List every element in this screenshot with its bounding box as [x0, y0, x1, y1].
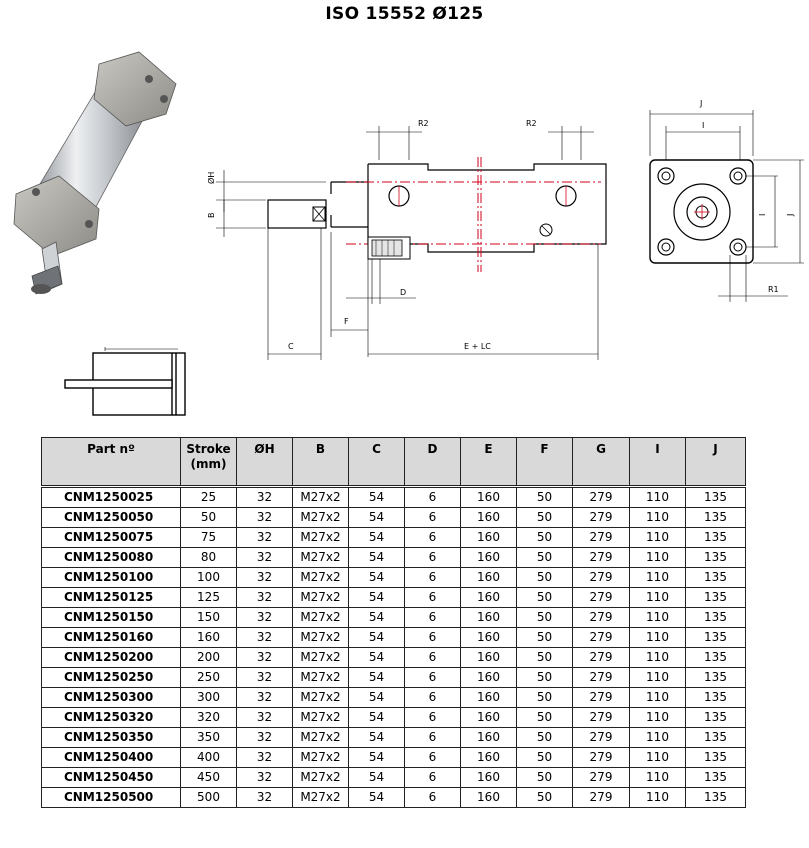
table-cell: M27x2 — [293, 788, 349, 808]
table-cell: 54 — [349, 508, 405, 528]
table-cell: M27x2 — [293, 748, 349, 768]
table-row — [42, 708, 746, 728]
cell-part-number: CNM1250200 — [42, 648, 181, 668]
header-c: C — [349, 438, 405, 486]
table-cell: M27x2 — [293, 508, 349, 528]
table-cell: 50 — [517, 668, 573, 688]
header-i: I — [630, 438, 686, 486]
table-cell: 32 — [237, 748, 293, 768]
table-row — [42, 768, 746, 788]
table-cell: 50 — [517, 608, 573, 628]
table-cell: 6 — [405, 548, 461, 568]
table-cell: 54 — [349, 528, 405, 548]
table-cell: 25 — [181, 488, 237, 508]
table-row — [42, 668, 746, 688]
table-cell: 110 — [630, 608, 686, 628]
table-cell: 135 — [686, 748, 746, 768]
table-cell: 135 — [686, 688, 746, 708]
table-cell: 110 — [630, 628, 686, 648]
table-cell: 6 — [405, 628, 461, 648]
table-cell: 125 — [181, 588, 237, 608]
table-cell: 250 — [181, 668, 237, 688]
end-view-drawing — [628, 92, 808, 302]
table-cell: 160 — [461, 748, 517, 768]
table-cell: M27x2 — [293, 528, 349, 548]
table-cell: 160 — [461, 708, 517, 728]
table-cell: 32 — [237, 608, 293, 628]
cell-part-number: CNM1250160 — [42, 628, 181, 648]
table-cell: 279 — [573, 788, 630, 808]
table-cell: M27x2 — [293, 668, 349, 688]
table-cell: 50 — [517, 748, 573, 768]
table-cell: M27x2 — [293, 568, 349, 588]
table-cell: 160 — [461, 668, 517, 688]
table-cell: 6 — [405, 608, 461, 628]
table-cell: 50 — [517, 728, 573, 748]
table-header-row — [42, 438, 746, 486]
table-cell: 32 — [237, 588, 293, 608]
table-cell: 6 — [405, 788, 461, 808]
table-cell: 160 — [461, 588, 517, 608]
table-cell: 279 — [573, 548, 630, 568]
table-cell: 110 — [630, 688, 686, 708]
table-cell: 135 — [686, 488, 746, 508]
label-d: D — [400, 288, 407, 297]
cell-part-number: CNM1250150 — [42, 608, 181, 628]
cell-part-number: CNM1250250 — [42, 668, 181, 688]
table-cell: 32 — [237, 508, 293, 528]
table-cell: 400 — [181, 748, 237, 768]
table-cell: 160 — [461, 548, 517, 568]
table-cell: M27x2 — [293, 488, 349, 508]
label-b: B — [207, 212, 216, 218]
table-cell: M27x2 — [293, 548, 349, 568]
header-stroke: Stroke (mm) — [181, 438, 237, 486]
header-j: J — [686, 438, 746, 486]
table-cell: 50 — [517, 648, 573, 668]
table-cell: 110 — [630, 708, 686, 728]
table-cell: 160 — [461, 768, 517, 788]
table-cell: 32 — [237, 708, 293, 728]
table-cell: 54 — [349, 708, 405, 728]
table-cell: M27x2 — [293, 728, 349, 748]
table-cell: 135 — [686, 528, 746, 548]
table-cell: 54 — [349, 648, 405, 668]
header-d: D — [405, 438, 461, 486]
table-cell: 54 — [349, 768, 405, 788]
table-cell: 279 — [573, 508, 630, 528]
table-cell: 110 — [630, 748, 686, 768]
table-cell: 160 — [181, 628, 237, 648]
table-cell: 135 — [686, 508, 746, 528]
cell-part-number: CNM1250500 — [42, 788, 181, 808]
table-cell: 54 — [349, 568, 405, 588]
table-cell: 279 — [573, 608, 630, 628]
table-cell: 50 — [517, 528, 573, 548]
table-cell: 32 — [237, 628, 293, 648]
table-cell: 50 — [517, 708, 573, 728]
table-cell: 279 — [573, 768, 630, 788]
table-cell: 6 — [405, 768, 461, 788]
table-cell: 6 — [405, 588, 461, 608]
table-cell: 50 — [517, 548, 573, 568]
table-cell: 279 — [573, 588, 630, 608]
table-cell: 32 — [237, 568, 293, 588]
table-cell: 110 — [630, 528, 686, 548]
table-cell: M27x2 — [293, 688, 349, 708]
table-cell: 50 — [517, 488, 573, 508]
cylinder-symbol — [60, 345, 190, 420]
table-cell: M27x2 — [293, 588, 349, 608]
table-cell: 6 — [405, 488, 461, 508]
table-cell: 6 — [405, 528, 461, 548]
table-cell: 32 — [237, 648, 293, 668]
table-cell: 450 — [181, 768, 237, 788]
table-cell: 500 — [181, 788, 237, 808]
table-cell: 279 — [573, 748, 630, 768]
header-part: Part nº — [42, 438, 181, 486]
table-cell: 50 — [517, 788, 573, 808]
table-cell: 54 — [349, 728, 405, 748]
label-h: ØH — [207, 171, 216, 184]
cell-part-number: CNM1250080 — [42, 548, 181, 568]
table-cell: 54 — [349, 748, 405, 768]
table-cell: 32 — [237, 668, 293, 688]
label-j-top: J — [700, 99, 703, 108]
table-cell: M27x2 — [293, 628, 349, 648]
cell-part-number: CNM1250100 — [42, 568, 181, 588]
table-cell: 279 — [573, 528, 630, 548]
table-cell: 135 — [686, 648, 746, 668]
table-cell: 110 — [630, 668, 686, 688]
header-h: ØH — [237, 438, 293, 486]
table-cell: 6 — [405, 508, 461, 528]
table-row — [42, 548, 746, 568]
table-row — [42, 488, 746, 508]
table-cell: 135 — [686, 628, 746, 648]
table-cell: 50 — [517, 688, 573, 708]
page-title: ISO 15552 Ø125 — [325, 4, 484, 24]
cell-part-number: CNM1250320 — [42, 708, 181, 728]
side-view-drawing — [196, 112, 616, 362]
table-cell: 160 — [461, 628, 517, 648]
table-cell: 32 — [237, 728, 293, 748]
label-e-lc: E + LC — [464, 342, 491, 351]
table-cell: 80 — [181, 548, 237, 568]
table-cell: 135 — [686, 588, 746, 608]
table-cell: M27x2 — [293, 648, 349, 668]
label-r2-left: R2 — [418, 119, 429, 128]
table-cell: 279 — [573, 488, 630, 508]
table-cell: 50 — [517, 508, 573, 528]
cell-part-number: CNM1250025 — [42, 488, 181, 508]
table-cell: 160 — [461, 608, 517, 628]
table-cell: 32 — [237, 488, 293, 508]
table-cell: 160 — [461, 568, 517, 588]
label-i-top: I — [702, 121, 705, 130]
table-cell: 32 — [237, 768, 293, 788]
table-cell: 279 — [573, 728, 630, 748]
table-cell: 150 — [181, 608, 237, 628]
table-row — [42, 688, 746, 708]
cell-part-number: CNM1250400 — [42, 748, 181, 768]
table-cell: 350 — [181, 728, 237, 748]
table-cell: 6 — [405, 708, 461, 728]
table-cell: 160 — [461, 528, 517, 548]
table-row — [42, 648, 746, 668]
table-cell: M27x2 — [293, 768, 349, 788]
table-row — [42, 628, 746, 648]
table-cell: 279 — [573, 688, 630, 708]
table-cell: 110 — [630, 568, 686, 588]
table-cell: 54 — [349, 548, 405, 568]
cell-part-number: CNM1250075 — [42, 528, 181, 548]
spec-table — [41, 437, 746, 808]
table-cell: 50 — [517, 588, 573, 608]
table-cell: 279 — [573, 628, 630, 648]
table-cell: 6 — [405, 668, 461, 688]
header-f: F — [517, 438, 573, 486]
table-cell: 50 — [517, 628, 573, 648]
table-cell: 110 — [630, 548, 686, 568]
table-cell: 300 — [181, 688, 237, 708]
table-cell: 110 — [630, 788, 686, 808]
table-cell: M27x2 — [293, 608, 349, 628]
label-j-side: J — [786, 213, 795, 216]
table-cell: 160 — [461, 488, 517, 508]
table-cell: 54 — [349, 608, 405, 628]
table-row — [42, 588, 746, 608]
cell-part-number: CNM1250350 — [42, 728, 181, 748]
cell-part-number: CNM1250125 — [42, 588, 181, 608]
cell-part-number: CNM1250300 — [42, 688, 181, 708]
table-cell: 135 — [686, 728, 746, 748]
table-cell: 110 — [630, 768, 686, 788]
table-cell: 135 — [686, 568, 746, 588]
table-row — [42, 728, 746, 748]
table-cell: 32 — [237, 688, 293, 708]
label-r2-right: R2 — [526, 119, 537, 128]
header-g: G — [573, 438, 630, 486]
table-row — [42, 568, 746, 588]
label-c: C — [288, 342, 294, 351]
table-cell: 160 — [461, 728, 517, 748]
cell-part-number: CNM1250050 — [42, 508, 181, 528]
table-row — [42, 788, 746, 808]
table-row — [42, 508, 746, 528]
table-cell: 135 — [686, 548, 746, 568]
table-cell: 54 — [349, 688, 405, 708]
table-cell: 6 — [405, 728, 461, 748]
table-cell: 32 — [237, 548, 293, 568]
table-cell: 320 — [181, 708, 237, 728]
table-cell: 135 — [686, 668, 746, 688]
table-cell: 200 — [181, 648, 237, 668]
table-cell: 54 — [349, 788, 405, 808]
table-cell: 50 — [181, 508, 237, 528]
table-cell: 110 — [630, 728, 686, 748]
label-r1: R1 — [768, 285, 779, 294]
table-row — [42, 608, 746, 628]
table-cell: 100 — [181, 568, 237, 588]
table-cell: 110 — [630, 488, 686, 508]
table-cell: 54 — [349, 668, 405, 688]
table-cell: 110 — [630, 588, 686, 608]
table-cell: 160 — [461, 688, 517, 708]
table-cell: 32 — [237, 528, 293, 548]
table-cell: 160 — [461, 508, 517, 528]
table-row — [42, 528, 746, 548]
table-cell: 279 — [573, 708, 630, 728]
table-cell: 110 — [630, 648, 686, 668]
header-b: B — [293, 438, 349, 486]
table-cell: 160 — [461, 648, 517, 668]
table-cell: 50 — [517, 568, 573, 588]
table-cell: 135 — [686, 788, 746, 808]
table-row — [42, 748, 746, 768]
table-cell: 6 — [405, 688, 461, 708]
table-cell: 279 — [573, 568, 630, 588]
cylinder-photo — [4, 44, 194, 304]
cell-part-number: CNM1250450 — [42, 768, 181, 788]
table-cell: 135 — [686, 608, 746, 628]
table-cell: 54 — [349, 588, 405, 608]
table-cell: 160 — [461, 788, 517, 808]
table-cell: 6 — [405, 748, 461, 768]
table-cell: 110 — [630, 508, 686, 528]
table-cell: 32 — [237, 788, 293, 808]
label-f: F — [344, 317, 349, 326]
table-cell: 6 — [405, 648, 461, 668]
label-i-side: I — [758, 213, 767, 216]
table-cell: 279 — [573, 668, 630, 688]
table-cell: 54 — [349, 488, 405, 508]
table-cell: M27x2 — [293, 708, 349, 728]
table-cell: 54 — [349, 628, 405, 648]
table-cell: 135 — [686, 768, 746, 788]
table-cell: 135 — [686, 708, 746, 728]
table-cell: 50 — [517, 768, 573, 788]
table-cell: 75 — [181, 528, 237, 548]
header-e: E — [461, 438, 517, 486]
table-cell: 6 — [405, 568, 461, 588]
table-cell: 279 — [573, 648, 630, 668]
